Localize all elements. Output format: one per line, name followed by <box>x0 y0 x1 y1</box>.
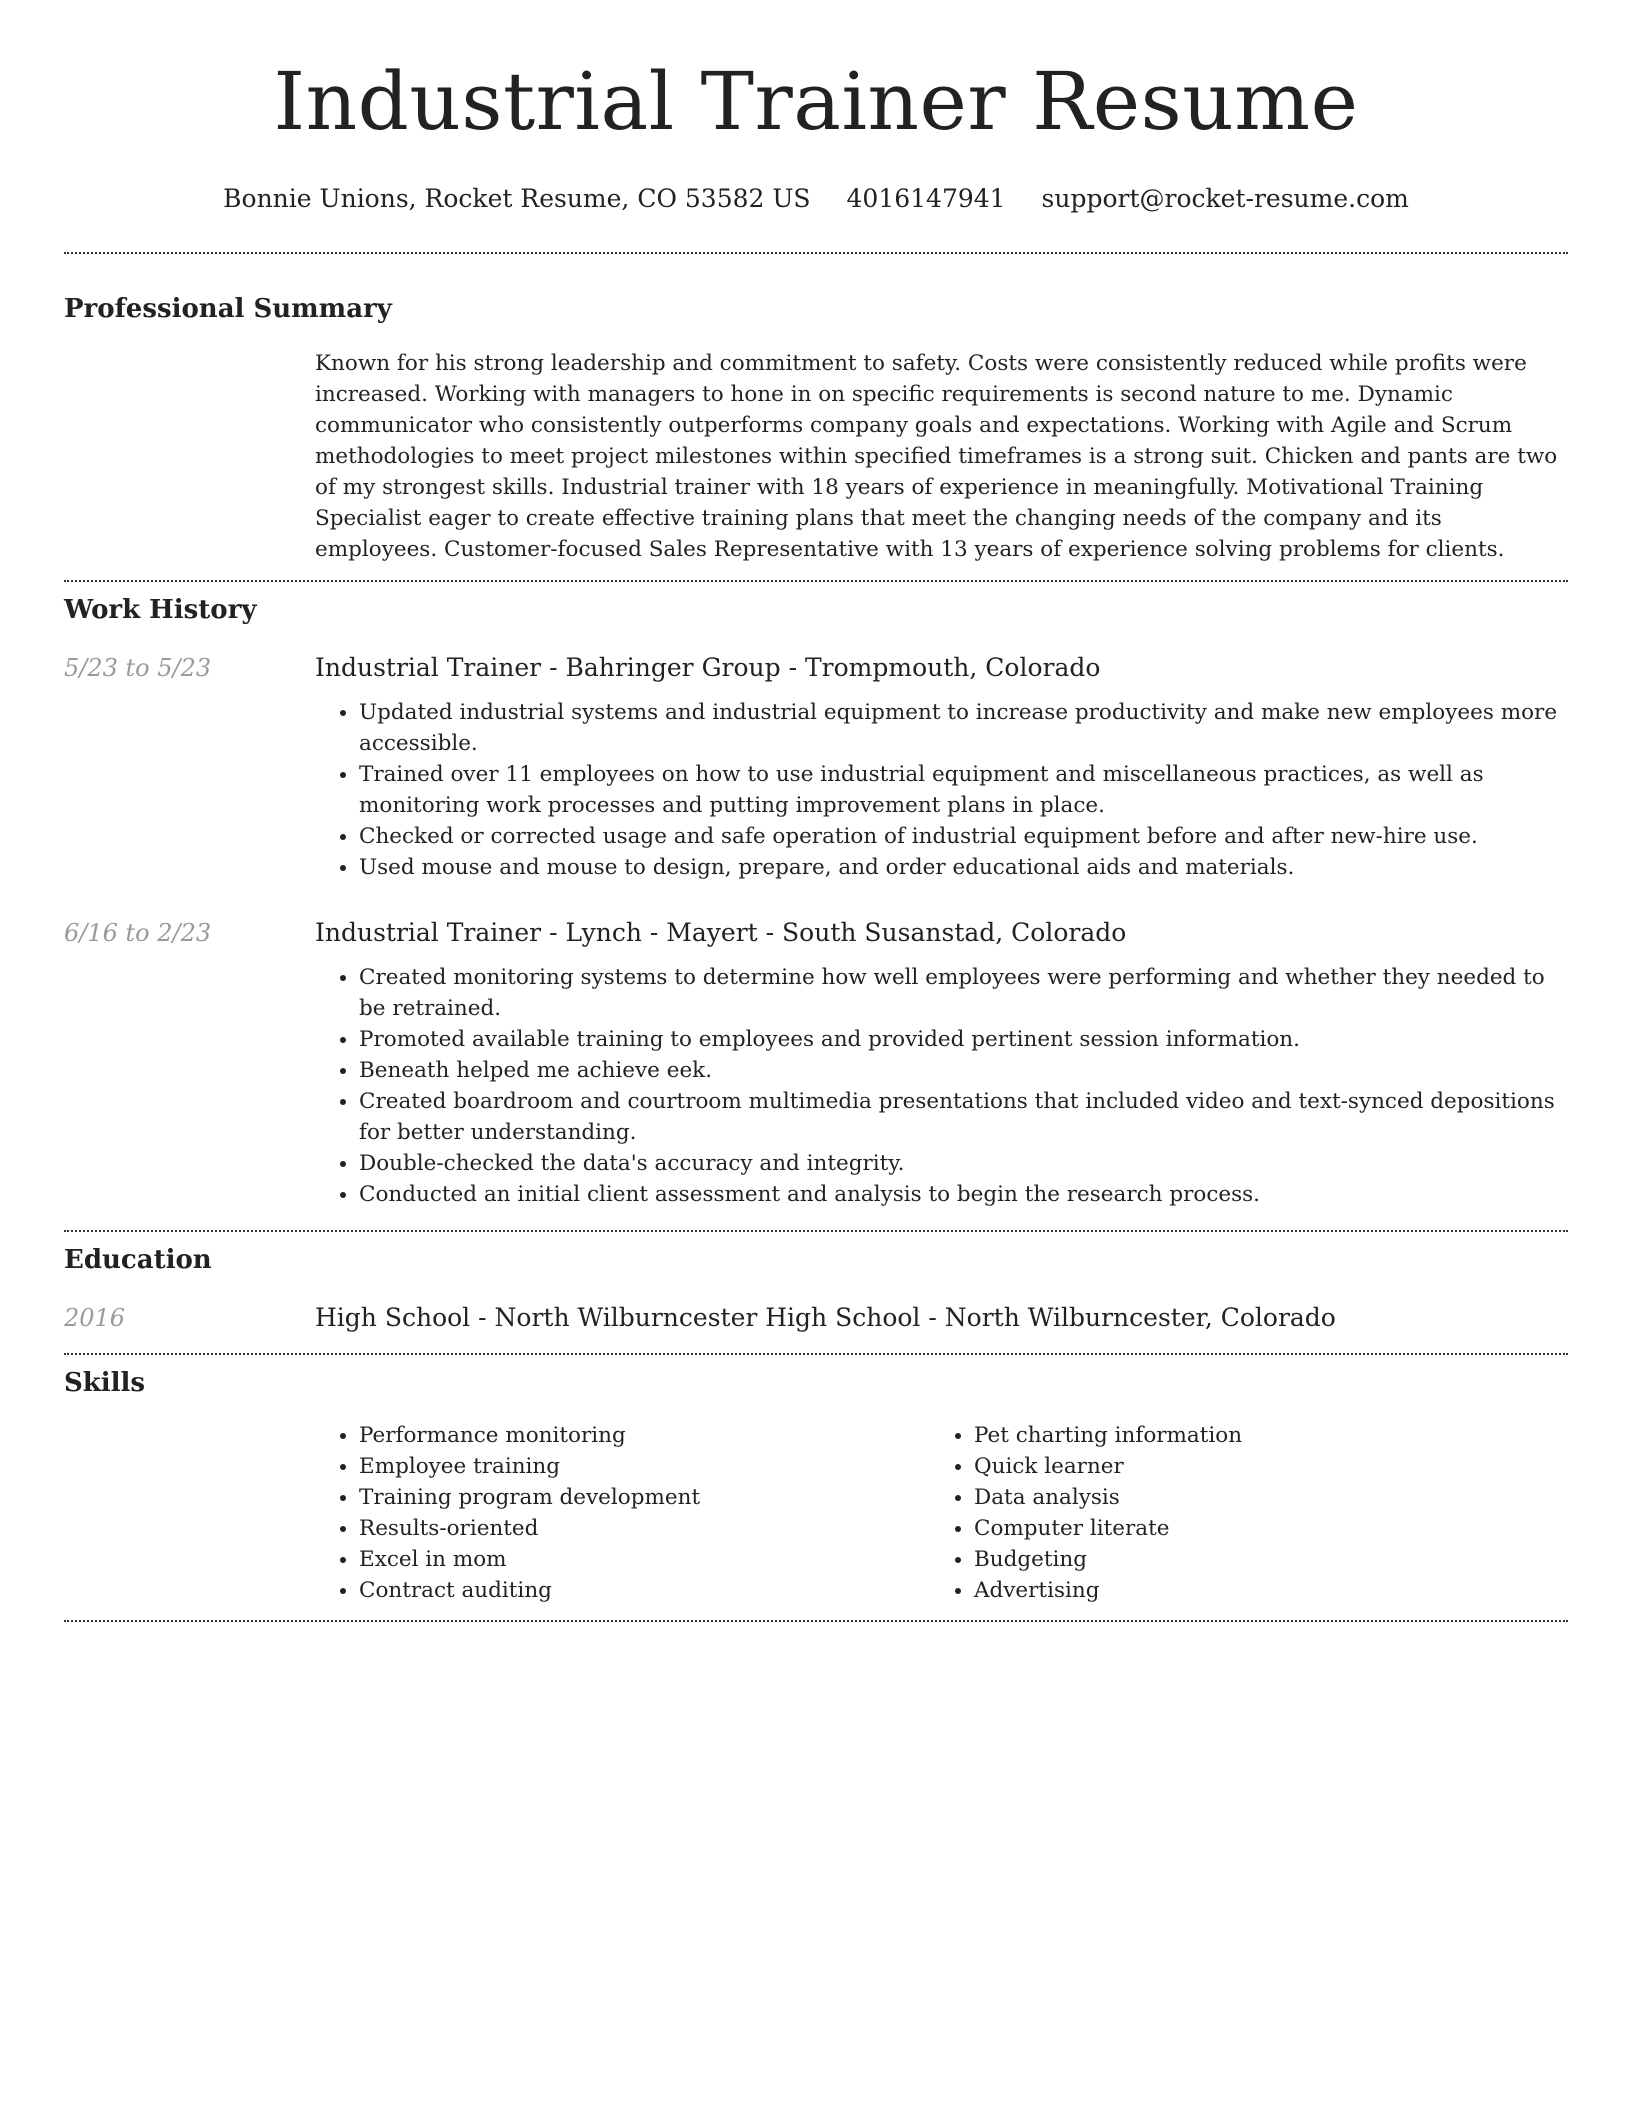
job-title: Industrial Trainer - Lynch - Mayert - South Susanstad, Colorado <box>315 918 1127 947</box>
list-item: • Checked or corrected usage and safe operation of industrial equipment before and after new-hire use. <box>359 821 1568 852</box>
job-entry <box>64 651 1568 883</box>
skill-item: • Budgeting <box>974 1544 1545 1575</box>
list-item: • Used mouse and mouse to design, prepare, and order educational aids and materials. <box>359 852 1568 883</box>
skill-item: • Employee training <box>359 1451 930 1482</box>
list-item: • Updated industrial systems and industrial equipment to increase productivity and make new employees more accessible. <box>359 697 1568 759</box>
list-item: • Created monitoring systems to determine how well employees were performing and whether they needed to be retrained. <box>359 962 1568 1024</box>
skill-item: • Training program development <box>359 1482 930 1513</box>
divider <box>64 1620 1568 1622</box>
education-section <box>64 1243 1568 1335</box>
job-title: Industrial Trainer - Bahringer Group - Trompmouth, Colorado <box>315 653 1101 682</box>
job-duties <box>315 697 1568 883</box>
work-history-heading: Work History <box>64 595 257 625</box>
job-dates: 6/16 to 2/23 <box>64 919 212 947</box>
skill-item: • Results-oriented <box>359 1513 930 1544</box>
education-entry <box>64 1301 1568 1335</box>
divider <box>64 1230 1568 1232</box>
skill-item: • Excel in mom <box>359 1544 930 1575</box>
list-item: • Beneath helped me achieve eek. <box>359 1055 1568 1086</box>
summary-text: Known for his strong leadership and commitment to safety. Costs were consistently reduced while profits were increased. Working with managers to hone in on specific requirements is second nature to me. Dynamic communicator who consistently outperforms company goals and expectations. Working with Agile and Scrum methodologies to meet project milestones within specified timeframes is a strong suit. Chicken and pants are two of my strongest skills. Industrial trainer with 18 years of experience in meaningfully. Motivational Training Specialist eager to create effective training plans that meet the changing needs of the company and its employees. Customer-focused Sales Representative with 13 years of experience solving problems for clients. <box>315 351 1558 562</box>
divider <box>64 580 1568 582</box>
skills-heading: Skills <box>64 1368 146 1398</box>
summary-section <box>64 292 1568 565</box>
divider <box>64 1353 1568 1355</box>
contact-email: support@rocket-resume.com <box>1041 184 1409 213</box>
resume-title: Industrial Trainer Resume <box>273 55 1359 148</box>
skill-item: • Pet charting information <box>974 1420 1545 1451</box>
job-entry <box>64 916 1568 1210</box>
list-item: • Trained over 11 employees on how to use industrial equipment and miscellaneous practices, as well as monitoring work processes and putting improvement plans in place. <box>359 759 1568 821</box>
education-title: High School - North Wilburncester High School - North Wilburncester, Colorado <box>315 1303 1336 1332</box>
contact-line <box>64 182 1568 216</box>
summary-heading: Professional Summary <box>64 294 392 324</box>
skills-list-left <box>315 1420 930 1606</box>
contact-address: Bonnie Unions, Rocket Resume, CO 53582 US <box>223 184 811 213</box>
skills-section <box>64 1366 1568 1606</box>
skill-item: • Quick learner <box>974 1451 1545 1482</box>
list-item: • Conducted an initial client assessment and analysis to begin the research process. <box>359 1179 1568 1210</box>
contact-phone: 4016147941 <box>846 184 1006 213</box>
work-history-section <box>64 593 1568 1210</box>
divider <box>64 252 1568 254</box>
job-dates: 5/23 to 5/23 <box>64 654 212 682</box>
education-year: 2016 <box>64 1304 126 1332</box>
education-heading: Education <box>64 1245 212 1275</box>
list-item: • Promoted available training to employees and provided pertinent session information. <box>359 1024 1568 1055</box>
list-item: • Created boardroom and courtroom multimedia presentations that included video and text-synced depositions for better understanding. <box>359 1086 1568 1148</box>
job-duties <box>315 962 1568 1210</box>
skills-list-right <box>930 1420 1545 1606</box>
skill-item: • Advertising <box>974 1575 1545 1606</box>
skill-item: • Computer literate <box>974 1513 1545 1544</box>
skill-item: • Performance monitoring <box>359 1420 930 1451</box>
list-item: • Double-checked the data's accuracy and integrity. <box>359 1148 1568 1179</box>
skill-item: • Contract auditing <box>359 1575 930 1606</box>
skill-item: • Data analysis <box>974 1482 1545 1513</box>
